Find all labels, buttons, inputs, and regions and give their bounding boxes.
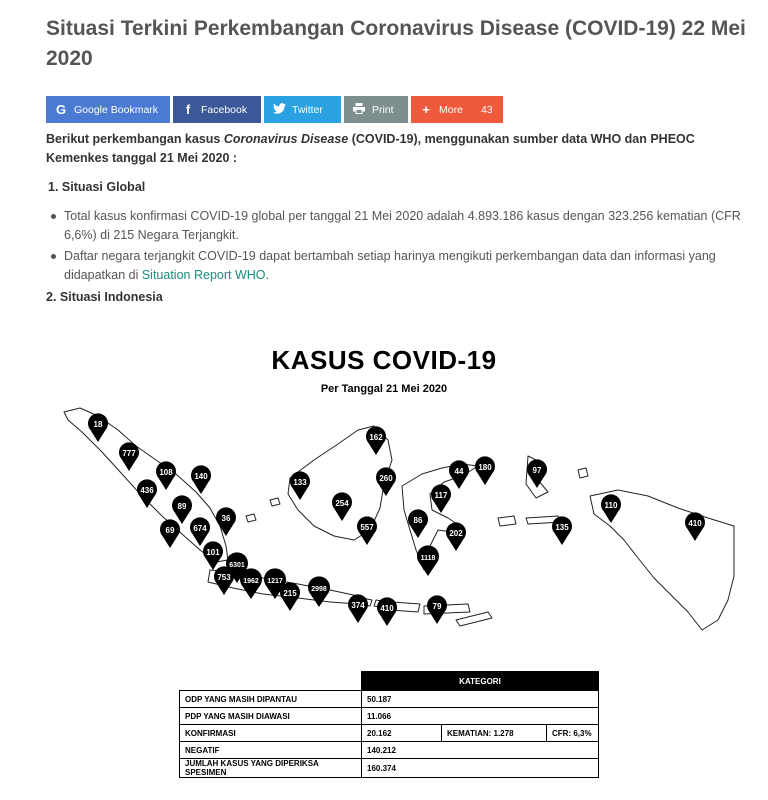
map-marker-label: 135 — [555, 523, 569, 532]
deaths-value: KEMATIAN: 1.278 — [442, 725, 547, 742]
map-marker — [172, 495, 192, 524]
map-marker-label: 1962 — [243, 578, 259, 585]
twitter-icon — [272, 102, 286, 117]
row-value: 11.066 — [362, 708, 599, 725]
island-buru — [498, 516, 516, 526]
map-marker-label: 436 — [140, 486, 154, 495]
situation-report-link[interactable]: Situation Report WHO — [141, 268, 266, 282]
table-header-row — [180, 672, 599, 691]
map-marker — [137, 479, 157, 508]
map-marker-label: 1217 — [267, 578, 283, 585]
map-marker — [601, 494, 621, 523]
map-marker — [280, 582, 300, 611]
row-label: KONFIRMASI — [180, 725, 362, 742]
map-marker — [240, 568, 262, 599]
facebook-share-button[interactable] — [173, 96, 261, 123]
row-value: 140.212 — [362, 742, 599, 759]
map-marker-label: 110 — [604, 501, 618, 510]
table-row — [180, 742, 599, 759]
map-marker-label: 86 — [413, 516, 423, 525]
island-small-1 — [246, 514, 256, 522]
map-marker-label: 260 — [379, 474, 393, 483]
map-marker-label: 69 — [165, 526, 175, 535]
map-marker-label: 557 — [360, 523, 374, 532]
island-small-3 — [578, 468, 588, 478]
plus-icon: + — [422, 102, 430, 117]
twitter-share-button[interactable] — [264, 96, 341, 123]
map-marker — [527, 459, 547, 488]
bullet-total-cases — [48, 207, 748, 245]
cfr-value: CFR: 6,3% — [547, 725, 599, 742]
row-label: NEGATIF — [180, 742, 362, 759]
print-label: Print — [372, 103, 394, 116]
row-label: JUMLAH KASUS YANG DIPERIKSA SPESIMEN — [180, 759, 362, 778]
map-marker-label: 133 — [293, 478, 307, 487]
island-timor — [456, 612, 492, 626]
map-marker-label: 162 — [369, 433, 383, 442]
map-marker — [449, 460, 469, 489]
map-marker — [332, 492, 352, 521]
map-marker — [377, 597, 397, 626]
map-marker-label: 202 — [449, 529, 463, 538]
map-marker — [417, 545, 439, 576]
article-title: Situasi Terkini Perkembangan Coronavirus Disease (COVID-19) 22 Mei 2020 — [46, 17, 746, 70]
map-marker-label: 2998 — [311, 586, 327, 593]
row-value: 160.374 — [362, 759, 599, 778]
indonesia-map — [58, 400, 748, 640]
map-marker-label: 36 — [221, 514, 231, 523]
more-label: More — [439, 103, 463, 116]
table-row — [180, 759, 599, 778]
table-row — [180, 708, 599, 725]
map-marker — [190, 517, 210, 546]
bullet-total-cases-text: Total kasus konfirmasi COVID-19 global per tanggal 21 Mei 2020 adalah 4.893.186 kasus dengan 323.256 kematian (CFR 6,6%) di 215 Negara Terjangkit. — [64, 209, 741, 242]
facebook-label: Facebook — [201, 103, 248, 116]
bullet-country-list-text: Daftar negara terjangkit COVID-19 dapat bertambah setiap harinya mengikuti perkembangan data dan informasi yang didapatkan di — [64, 249, 716, 282]
map-marker — [431, 484, 451, 513]
print-button[interactable] — [344, 96, 408, 123]
map-marker-label: 1118 — [420, 555, 436, 562]
map-marker — [475, 456, 495, 485]
map-marker-label: 44 — [454, 467, 464, 476]
section-indonesia-heading: 2. Situasi Indonesia — [46, 290, 163, 304]
map-marker-label: 410 — [688, 519, 702, 528]
row-value: 20.162 — [362, 725, 442, 742]
table-header: KATEGORI — [362, 672, 599, 691]
map-marker — [357, 516, 377, 545]
section-global-heading: 1. Situasi Global — [48, 180, 146, 194]
table-row — [180, 725, 599, 742]
map-marker — [308, 576, 330, 607]
map-marker-label: 140 — [194, 472, 208, 481]
map-marker — [156, 461, 176, 490]
google-bookmark-label: Google Bookmark — [74, 103, 159, 116]
share-count: 43 — [480, 103, 493, 116]
bullet-country-list — [48, 247, 748, 285]
infographic-subtitle: Per Tanggal 21 Mei 2020 — [320, 383, 448, 395]
map-marker — [216, 507, 236, 536]
map-marker-label: 215 — [283, 589, 297, 598]
row-value: 50.187 — [362, 691, 599, 708]
twitter-label: Twitter — [292, 103, 323, 116]
map-marker — [685, 512, 705, 541]
map-marker-label: 254 — [335, 499, 349, 508]
map-marker-label: 753 — [217, 573, 231, 582]
map-marker — [376, 467, 396, 496]
map-marker-label: 6301 — [229, 562, 245, 569]
global-bullet-list — [48, 207, 748, 287]
table-row — [180, 691, 599, 708]
google-icon: G — [55, 102, 67, 117]
map-marker-label: 108 — [159, 468, 173, 477]
more-share-button[interactable] — [411, 96, 503, 123]
map-marker — [119, 442, 139, 471]
share-bar — [46, 96, 503, 123]
map-marker — [88, 413, 108, 442]
intro-post: (COVID-19), menggunakan sumber data WHO dan PHEOC Kemenkes tanggal 21 Mei 2020 : — [46, 132, 695, 165]
map-marker-label: 117 — [434, 491, 448, 500]
map-marker — [366, 426, 386, 455]
map-marker-label: 18 — [93, 420, 103, 429]
map-marker — [203, 541, 223, 570]
map-markers — [88, 413, 705, 626]
bullet-country-list-end: . — [265, 268, 269, 282]
map-marker-label: 410 — [380, 604, 394, 613]
map-marker — [290, 471, 310, 500]
map-marker — [427, 595, 447, 624]
category-table — [179, 671, 599, 778]
map-marker-label: 97 — [532, 466, 542, 475]
map-marker — [348, 594, 368, 623]
map-marker — [160, 519, 180, 548]
intro-pre: Berikut perkembangan kasus — [46, 132, 224, 146]
facebook-icon: f — [185, 102, 191, 117]
intro-italic: Coronavirus Disease — [223, 132, 349, 146]
map-marker-label: 89 — [177, 502, 187, 511]
island-small-2 — [270, 498, 280, 506]
map-marker — [446, 522, 466, 551]
map-marker — [214, 566, 234, 595]
map-marker — [552, 516, 572, 545]
infographic-title: KASUS COVID-19 — [271, 345, 497, 375]
map-marker-label: 777 — [122, 449, 136, 458]
table-header-spacer — [180, 672, 362, 691]
map-marker-label: 79 — [432, 602, 442, 611]
printer-icon — [352, 102, 366, 117]
row-label: PDP YANG MASIH DIAWASI — [180, 708, 362, 725]
map-marker-label: 180 — [478, 463, 492, 472]
map-marker-label: 101 — [206, 548, 220, 557]
google-bookmark-button[interactable] — [46, 96, 170, 123]
row-label: ODP YANG MASIH DIPANTAU — [180, 691, 362, 708]
map-marker-label: 674 — [193, 524, 207, 533]
intro-paragraph — [46, 130, 746, 168]
map-marker-label: 374 — [351, 601, 365, 610]
